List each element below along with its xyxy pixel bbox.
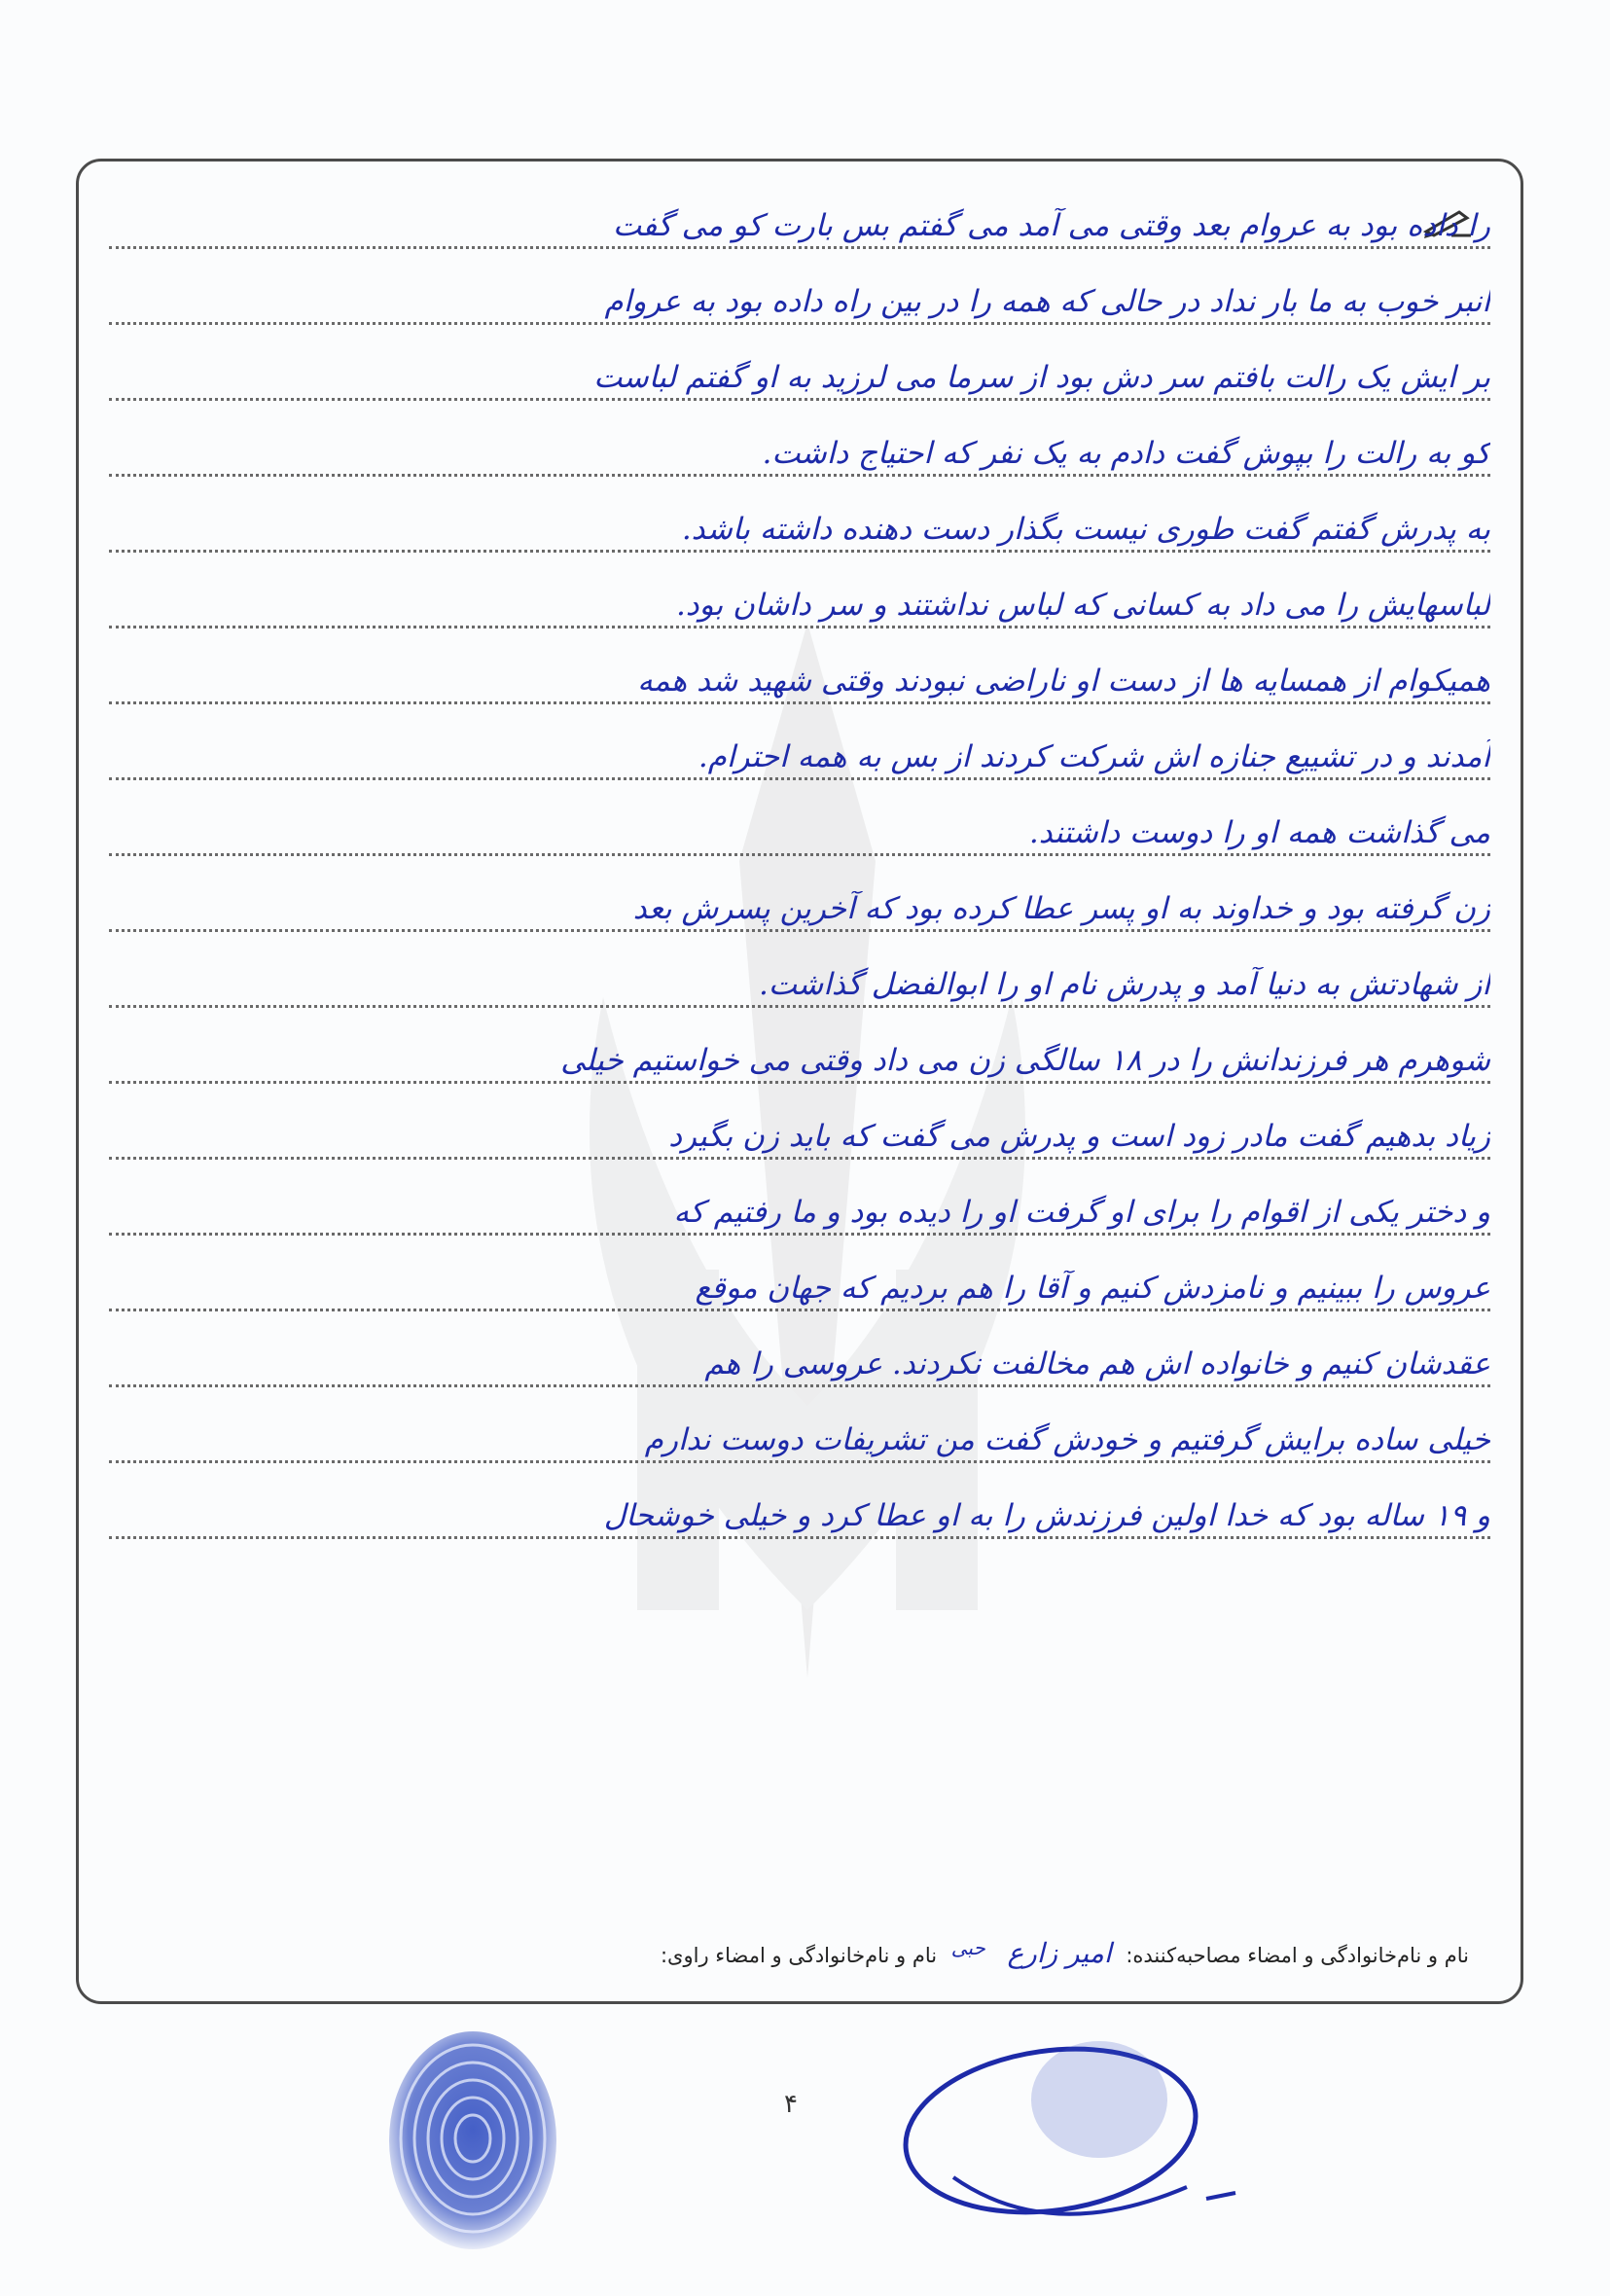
line-text: عروس را ببینیم و نامزدش کنیم و آقا را هم بردیم که جهان موقع: [695, 1271, 1490, 1306]
line-text: به پدرش گفتم گفت طوری نیست بگذار دست دهنده داشته باشد.: [681, 512, 1490, 547]
signature-footer: [321, 1936, 1469, 1969]
narrator-signature: [895, 2022, 1255, 2245]
text-line: [109, 716, 1490, 792]
handwritten-body: [109, 185, 1490, 1551]
interviewer-name: امیر زارع: [1007, 1937, 1112, 1969]
line-text: شوهرم هر فرزندانش را در ۱۸ سالگی زن می داد وقتی می خواستیم خیلی: [560, 1043, 1490, 1078]
text-line: [109, 261, 1490, 337]
text-line: [109, 564, 1490, 640]
text-line: [109, 1020, 1490, 1095]
line-text: را داده بود به عروام بعد وقتی می آمد می گفتم بس بارت کو می گفت: [612, 208, 1490, 243]
line-text: کو به رالت را بپوش گفت دادم به یک نفر که احتیاج داشت.: [762, 436, 1490, 471]
line-text: بر ایش یک رالت بافتم سر دش بود از سرما می لرزید به او گفتم لباست: [593, 360, 1490, 395]
interviewer-label: نام و نام‌خانوادگی و امضاء مصاحبه‌کننده:: [1126, 1944, 1469, 1967]
text-line: [109, 488, 1490, 564]
text-line: [109, 1171, 1490, 1247]
line-text: زن گرفته بود و خداوند به او پسر عطا کرده بود که آخرین پسرش بعد: [632, 891, 1490, 926]
line-text: آمدند و در تشییع جنازه اش شرکت کردند از بس به همه احترام.: [698, 739, 1490, 774]
line-text: زیاد بدهیم گفت مادر زود است و پدرش می گفت که باید زن بگیرد: [668, 1119, 1490, 1154]
interviewer-name-note: حبی: [950, 1936, 985, 1959]
page-number: ۴: [784, 2090, 798, 2119]
text-line: [109, 1475, 1490, 1551]
line-text: لباسهایش را می داد به کسانی که لباس نداشتند و سر داشان بود.: [675, 588, 1490, 623]
line-text: خیلی ساده برایش گرفتیم و خودش گفت من تشریفات دوست ندارم: [644, 1422, 1490, 1457]
line-text: از شهادتش به دنیا آمد و پدرش نام او را ابوالفضل گذاشت.: [759, 967, 1490, 1002]
line-text: عقدشان کنیم و خانواده اش هم مخالفت نکردند. عروسی را هم: [704, 1346, 1490, 1381]
line-text: و ۱۹ ساله بود که خدا اولین فرزندش را به او عطا کرد و خیلی خوشحال: [603, 1498, 1490, 1533]
narrator-label: نام و نام‌خانوادگی و امضاء راوی:: [660, 1944, 938, 1967]
text-line: [109, 1399, 1490, 1475]
fingerprint-stamp: [383, 2024, 562, 2257]
text-line: [109, 1095, 1490, 1171]
text-line: [109, 185, 1490, 261]
text-line: [109, 944, 1490, 1020]
text-line: [109, 792, 1490, 868]
text-line: [109, 640, 1490, 716]
text-line: [109, 1323, 1490, 1399]
line-text: و دختر یکی از اقوام را برای او گرفت او را دیده بود و ما رفتیم که: [673, 1195, 1490, 1230]
line-text: می گذاشت همه او را دوست داشتند.: [1028, 815, 1490, 850]
text-line: [109, 337, 1490, 413]
line-text: همیکوام از همسایه ها از دست او ناراضی نبودند وقتی شهید شد همه: [637, 664, 1490, 699]
text-line: [109, 868, 1490, 944]
text-line: [109, 1247, 1490, 1323]
text-line: [109, 413, 1490, 488]
line-text: انبر خوب به ما بار نداد در حالی که همه را در بین راه داده بود به عروام: [604, 284, 1490, 319]
